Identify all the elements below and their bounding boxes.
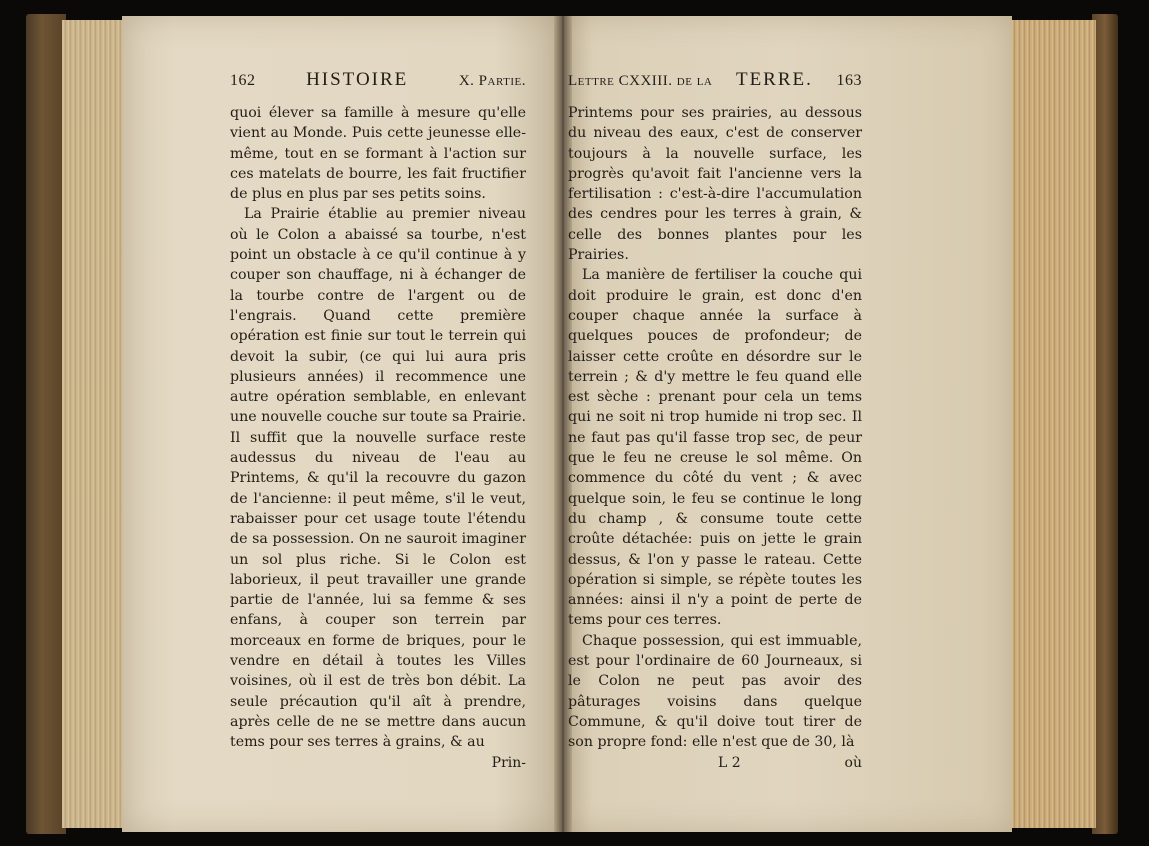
left-header-title: HISTOIRE bbox=[306, 69, 409, 90]
signature-mark: L 2 bbox=[718, 754, 741, 771]
left-page-edges bbox=[62, 20, 126, 828]
left-page-text bbox=[230, 70, 526, 773]
right-page-number: 163 bbox=[836, 72, 862, 89]
left-running-head bbox=[230, 70, 526, 91]
left-cover bbox=[26, 14, 66, 834]
right-catchword: où bbox=[844, 754, 862, 771]
left-footer bbox=[230, 753, 526, 773]
right-running-head bbox=[568, 70, 862, 91]
left-body bbox=[230, 103, 526, 753]
left-page-number: 162 bbox=[230, 72, 256, 89]
right-header-title: TERRE. bbox=[735, 69, 813, 90]
left-paragraph-2: La Prairie établie au premier niveau où le Colon a abaissé sa tourbe, n'est point un obstacle à ce qu'il continue à y couper son chauffage, ni à échanger de la tourbe contre de l'argent ou de l'engrais. Quand cette première opération est finie sur tout le terrein qui devoit la subir, (ce qui lui aura pris plusieurs années) il recommence une autre opération semblable, en enlevant une nouvelle couche sur toute sa Prairie. Il suffit que la nouvelle surface reste audessus du niveau de l'eau au Printems, & qu'il la recouvre du gazon de l'ancienne: il peut même, s'il le veut, rabaisser pour cet usage toute l'étendu de sa possession. On ne sauroit imaginer un sol plus riche. Si le Colon est laborieux, il peut travailler une grande partie de l'année, lui sa femme & ses enfans, à couper son terrein par morceaux en forme de briques, pour le vendre en détail à toutes les Villes voisines, où il est de très bon débit. La seule précaution qu'il aît à prendre, après celle de ne se mettre dans aucun tems pour ses terres à grains, & au bbox=[230, 206, 526, 751]
left-catchword: Prin- bbox=[491, 754, 526, 771]
right-paragraph-1: Printems pour ses prairies, au dessous du niveau des eaux, c'est de conserver toujours à la nouvelle surface, les progrès qu'avoit fait l'ancienne vers la fertilisation : c'est-à-dire l'accumulation des cendres pour les terres à grain, & celle des bonnes plantes pour les Prairies. bbox=[568, 105, 862, 264]
right-paragraph-2: La manière de fertiliser la couche qui doit produire le grain, est donc d'en couper chaque année la surface à quelques pouces de profondeur; de laisser cette croûte en désordre sur le terrein ; & d'y mettre le feu quand elle est sèche : prenant pour cela un tems qui ne soit ni trop humide ni trop sec. Il ne faut pas qu'il fasse trop sec, de peur que le feu ne creuse le sol même. On commence du côté du vent ; & avec quelque soin, le feu se continue le long du champ , & consume toute cette croûte détachée: puis on jette le grain dessus, & l'on y passe le rateau. Cette opération si simple, se répète toutes les années: ainsi il n'y a point de perte de tems pour ces terres. bbox=[568, 267, 862, 629]
right-paragraph-3: Chaque possession, qui est immuable, est pour l'ordinaire de 60 Journeaux, si le Colon ne peut pas avoir des pâturages voisins dans quelque Commune, & qu'il doive tout tirer de son propre fond: elle n'est que de 30, là bbox=[568, 632, 862, 751]
left-header-part: X. Partie. bbox=[458, 73, 526, 89]
left-paragraph-1: quoi élever sa famille à mesure qu'elle vient au Monde. Puis cette jeunesse elle-même, tout en se formant à l'action sur ces matelats de bourre, les fait fructifier de plus en plus par ses petits soins. bbox=[230, 105, 526, 203]
right-footer bbox=[568, 753, 862, 773]
right-page-edges bbox=[1006, 20, 1096, 828]
right-header-letter: Lettre CXXIII. de la bbox=[568, 73, 713, 89]
right-body bbox=[568, 103, 862, 753]
right-page-text bbox=[568, 70, 862, 773]
